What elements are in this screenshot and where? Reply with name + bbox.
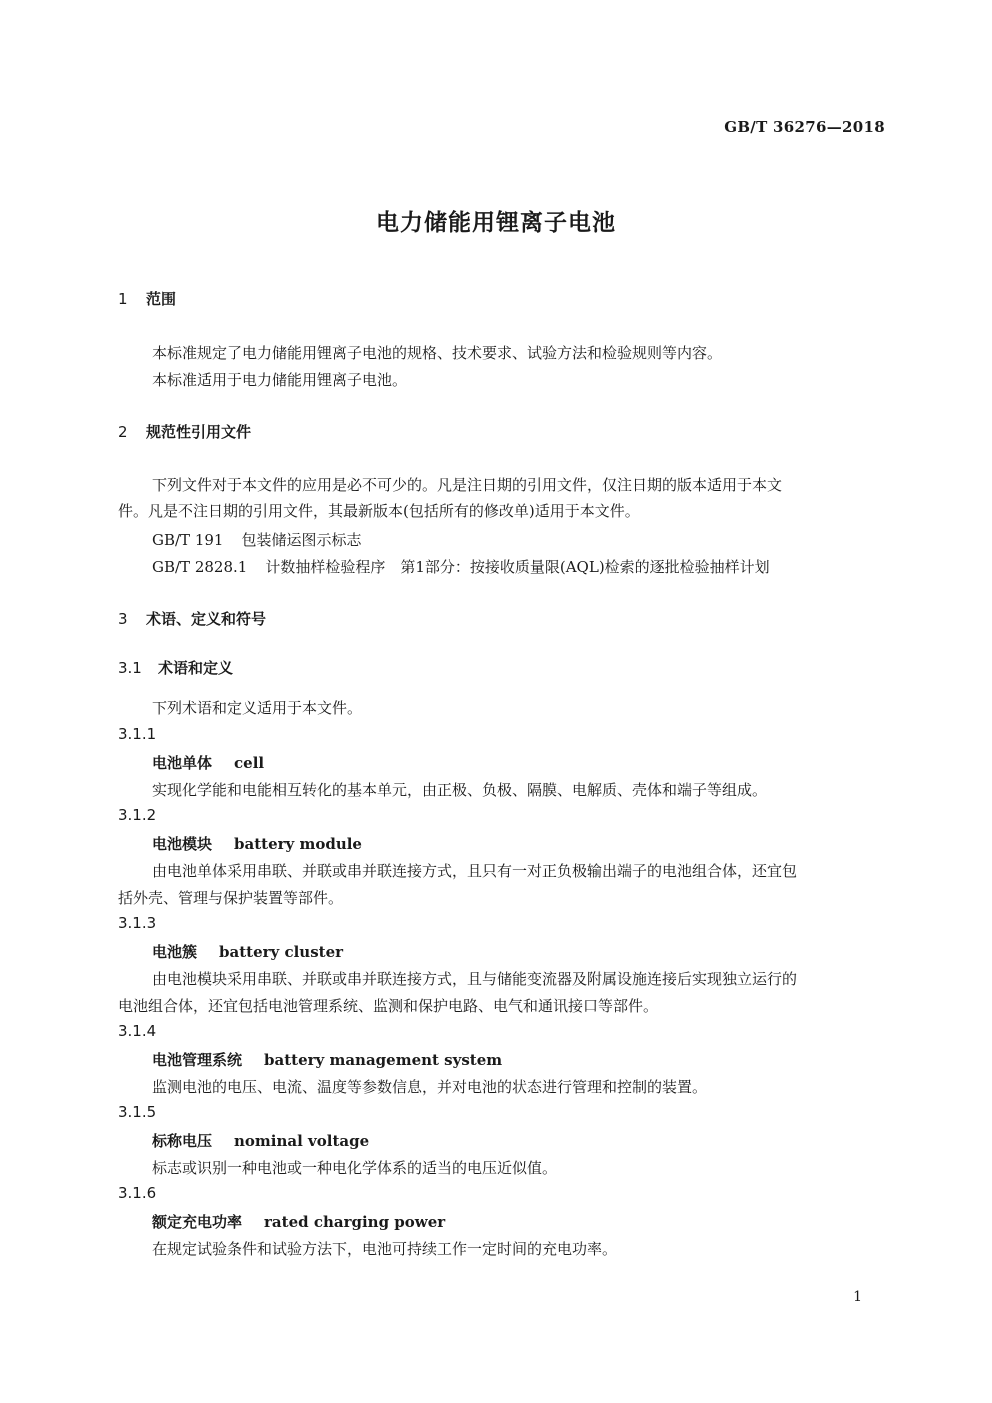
clause-number: 3.1.3 (118, 914, 157, 932)
term-zh: 电池单体 (152, 754, 213, 772)
term-definition: 由电池模块采用串联、并联或串并联连接方式，且与储能变流器及附属设施连接后实现独立运行的 (152, 970, 798, 988)
section-title: 术语、定义和符号 (146, 610, 267, 628)
clause-number: 3.1.5 (118, 1103, 157, 1121)
term-definition: 标志或识别一种电池或一种电化学体系的适当的电压近似值。 (152, 1159, 558, 1177)
paragraph: 下列术语和定义适用于本文件。 (152, 699, 363, 717)
section-title: 规范性引用文件 (146, 423, 252, 441)
paragraph-continuation: 件。凡是不注日期的引用文件，其最新版本(包括所有的修改单)适用于本文件。 (118, 502, 640, 520)
term-heading (152, 1211, 445, 1232)
term-zh: 电池模块 (152, 835, 213, 853)
section-number: 3 (118, 610, 128, 628)
term-definition-continuation: 括外壳、管理与保护装置等部件。 (118, 889, 344, 907)
term-zh: 额定充电功率 (152, 1213, 243, 1231)
paragraph: 本标准规定了电力储能用锂离子电池的规格、技术要求、试验方法和检验规则等内容。 (152, 344, 723, 362)
term-heading (152, 1130, 369, 1151)
standard-number: GB/T 36276—2018 (724, 118, 885, 136)
term-definition-continuation: 电池组合体，还宜包括电池管理系统、监测和保护电路、电气和通讯接口等部件。 (118, 997, 659, 1015)
page-number: 1 (853, 1289, 862, 1305)
term-definition: 实现化学能和电能相互转化的基本单元，由正极、负极、隔膜、电解质、壳体和端子等组成。 (152, 781, 768, 799)
subsection-number: 3.1 (118, 659, 142, 677)
term-en: battery cluster (219, 943, 344, 961)
term-definition: 由电池单体采用串联、并联或串并联连接方式，且只有一对正负极输出端子的电池组合体，还宜包 (152, 862, 798, 880)
section-heading-3 (118, 608, 266, 629)
document-title: 电力储能用锂离子电池 (376, 210, 616, 236)
clause-number: 3.1.6 (118, 1184, 157, 1202)
section-title: 范围 (146, 290, 177, 308)
term-en: cell (234, 754, 265, 772)
clause-number: 3.1.2 (118, 806, 157, 824)
term-heading (152, 1049, 502, 1070)
term-zh: 标称电压 (152, 1132, 213, 1150)
reference-title: 包装储运图示标志 (241, 531, 362, 549)
subsection-heading (118, 657, 233, 678)
reference-item (152, 556, 770, 577)
term-heading (152, 833, 362, 854)
reference-title: 计数抽样检验程序 第1部分：按接收质量限(AQL)检索的逐批检验抽样计划 (265, 558, 770, 576)
term-zh: 电池管理系统 (152, 1051, 243, 1069)
section-number: 2 (118, 423, 128, 441)
reference-item (152, 529, 361, 550)
section-heading-2 (118, 421, 251, 442)
term-en: battery management system (264, 1051, 503, 1069)
section-number: 1 (118, 290, 128, 308)
section-heading-1 (118, 288, 176, 309)
term-definition: 在规定试验条件和试验方法下，电池可持续工作一定时间的充电功率。 (152, 1240, 618, 1258)
paragraph: 本标准适用于电力储能用锂离子电池。 (152, 371, 408, 389)
paragraph: 下列文件对于本文件的应用是必不可少的。凡是注日期的引用文件，仅注日期的版本适用于本文 (152, 476, 783, 494)
clause-number: 3.1.1 (118, 725, 157, 743)
term-en: battery module (234, 835, 362, 853)
term-heading (152, 941, 343, 962)
reference-code: GB/T 191 (152, 531, 224, 549)
term-en: nominal voltage (234, 1132, 370, 1150)
term-en: rated charging power (264, 1213, 446, 1231)
term-heading (152, 752, 264, 773)
subsection-title: 术语和定义 (158, 659, 234, 677)
clause-number: 3.1.4 (118, 1022, 157, 1040)
term-definition: 监测电池的电压、电流、温度等参数信息，并对电池的状态进行管理和控制的装置。 (152, 1078, 708, 1096)
term-zh: 电池簇 (152, 943, 198, 961)
reference-code: GB/T 2828.1 (152, 558, 248, 576)
